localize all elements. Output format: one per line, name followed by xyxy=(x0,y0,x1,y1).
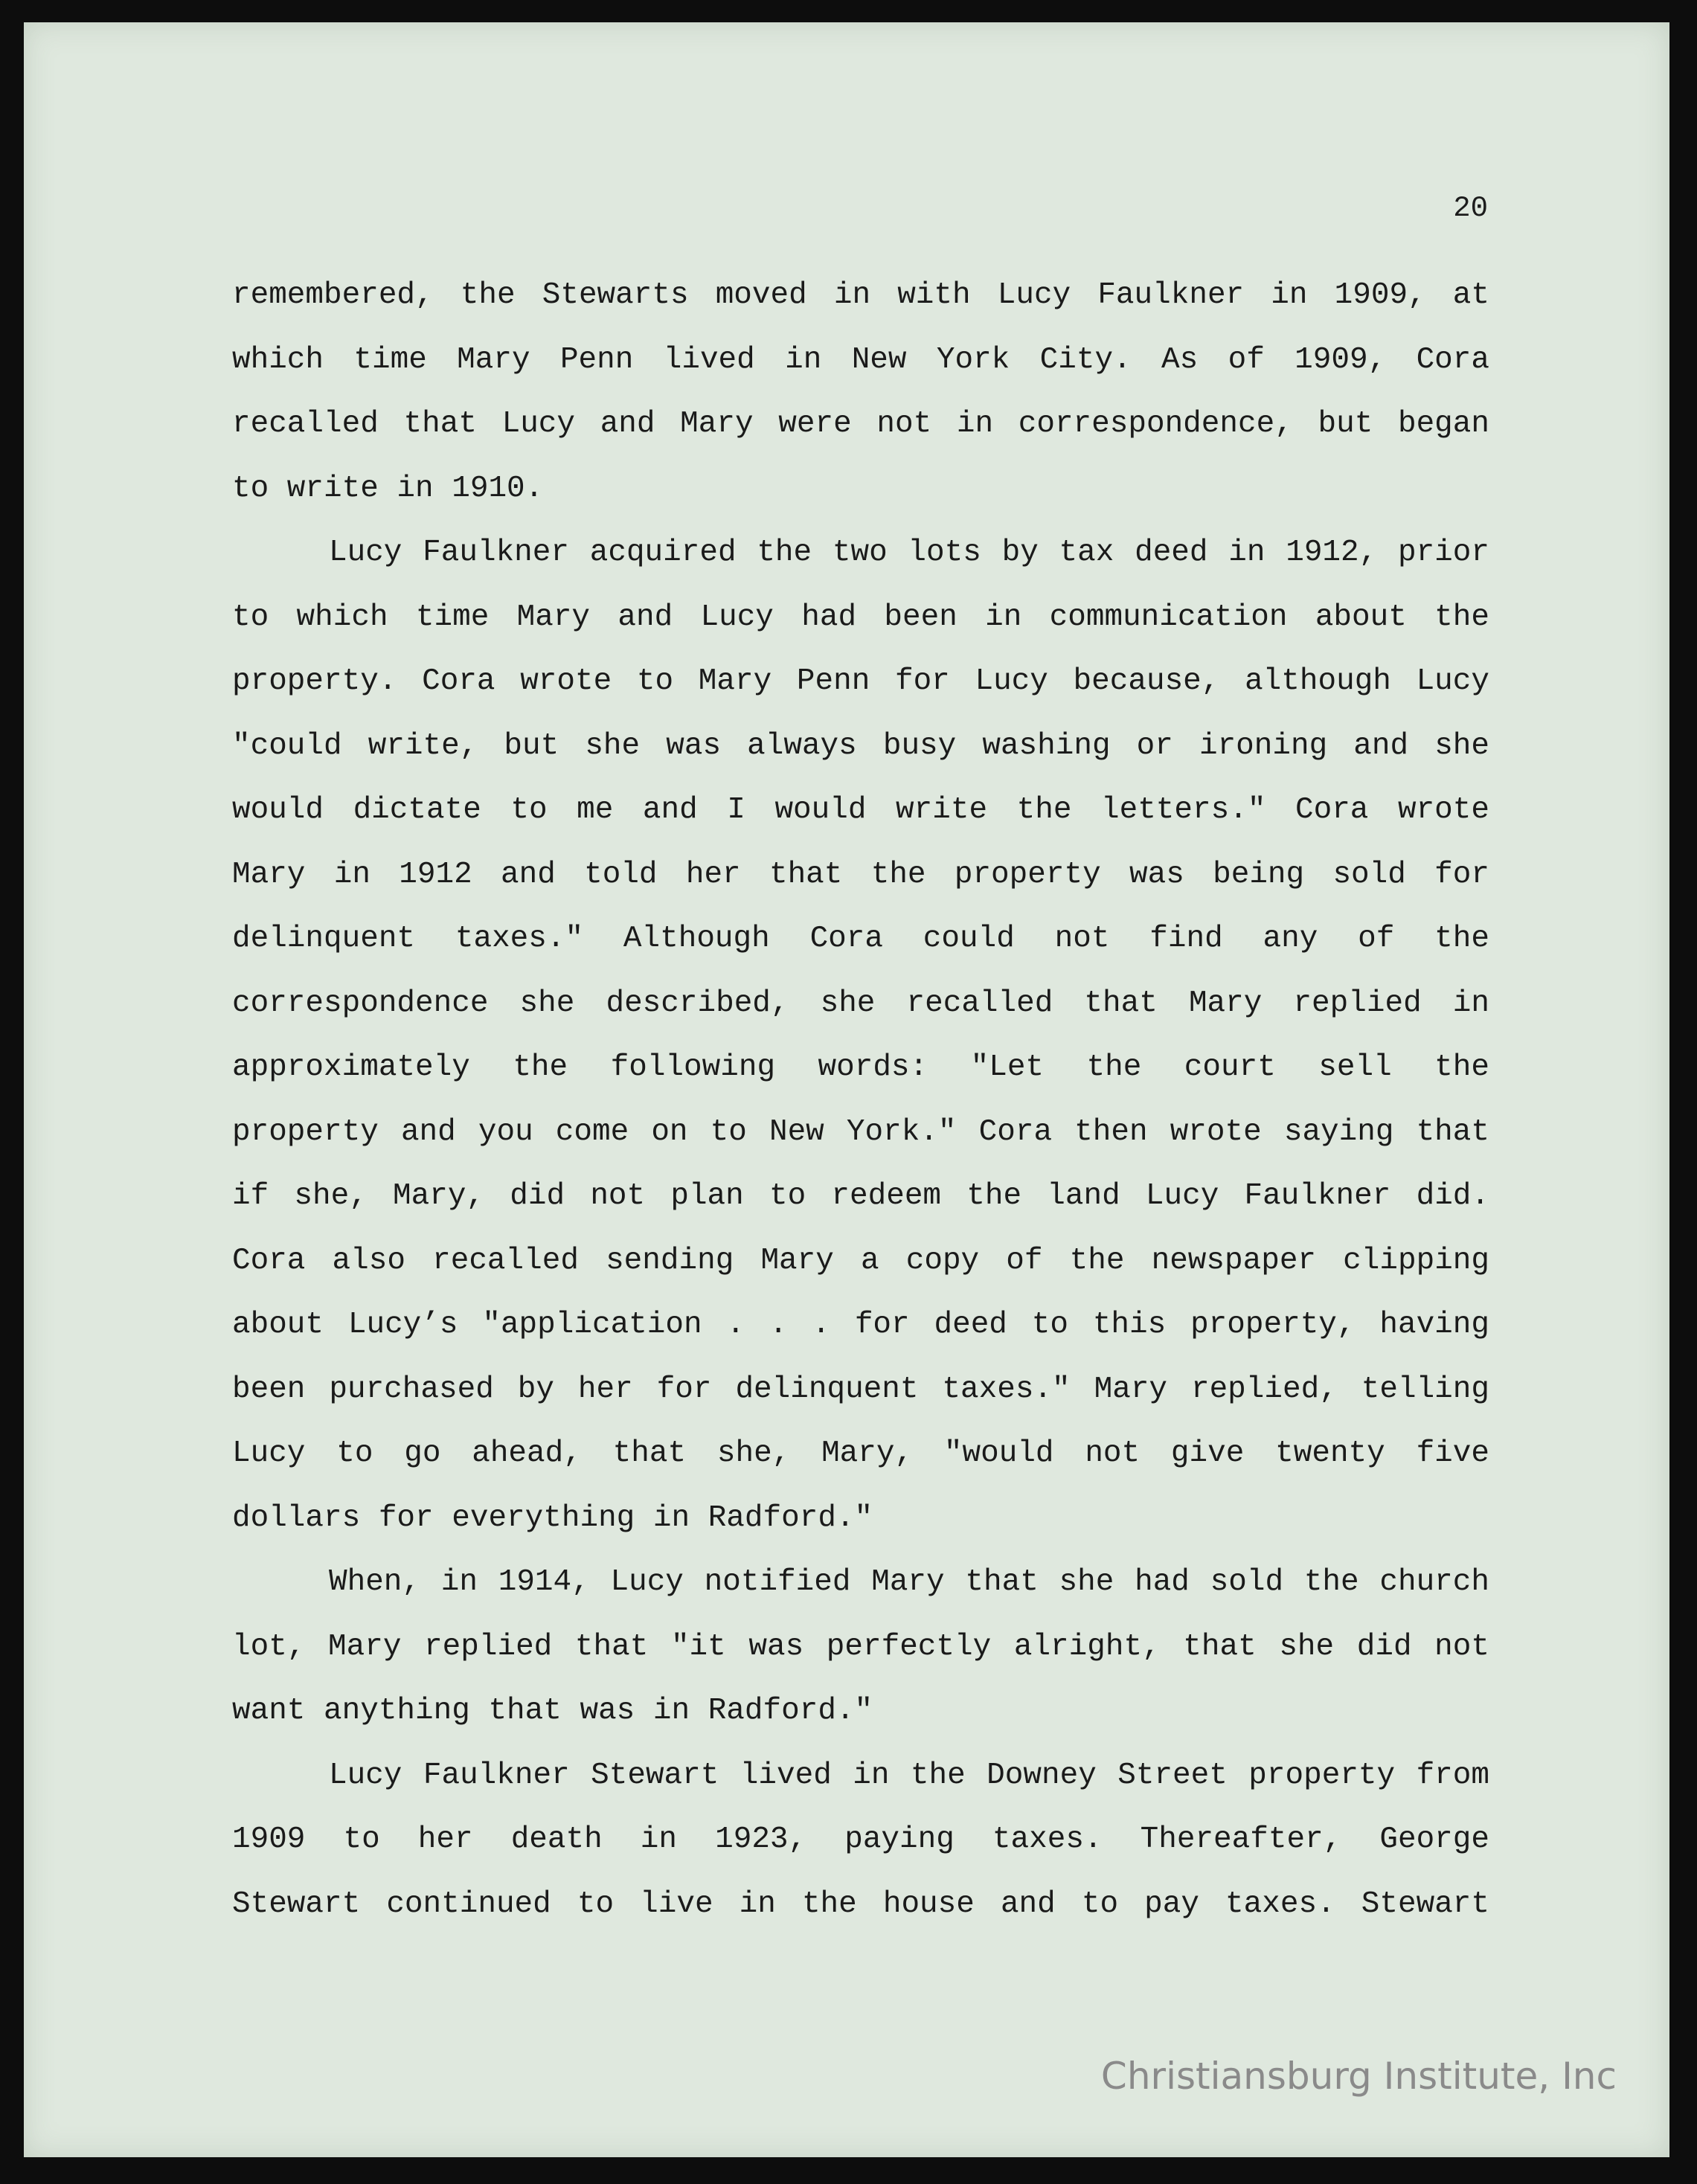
text-line: When, in 1914, Lucy notified Mary that she had sold the church xyxy=(329,1565,1489,1599)
watermark: Christiansburg Institute, Inc xyxy=(1100,2055,1617,2098)
text-line: to which time Mary and Lucy had been in communication about the xyxy=(232,600,1489,635)
text-line: would dictate to me and I would write the letters." Cora wrote xyxy=(232,793,1489,827)
text-line: approximately the following words: "Let the court sell the xyxy=(232,1050,1489,1085)
text-line: remembered, the Stewarts moved in with Lucy Faulkner in 1909, at xyxy=(232,278,1489,312)
text-line: about Lucy’s "application . . . for deed to this property, having xyxy=(232,1308,1489,1342)
text-line: Lucy Faulkner Stewart lived in the Downey Street property from xyxy=(329,1759,1489,1793)
text-line: recalled that Lucy and Mary were not in correspondence, but began xyxy=(232,407,1489,441)
text-line: lot, Mary replied that "it was perfectly alright, that she did not xyxy=(232,1630,1489,1664)
text-line: want anything that was in Radford." xyxy=(232,1694,873,1728)
text-line: if she, Mary, did not plan to redeem the land Lucy Faulkner did. xyxy=(232,1179,1489,1213)
page-number: 20 xyxy=(1453,192,1488,225)
text-line: to write in 1910. xyxy=(232,472,544,506)
text-line: 1909 to her death in 1923, paying taxes. Thereafter, George xyxy=(232,1822,1489,1857)
text-line: delinquent taxes." Although Cora could not find any of the xyxy=(232,922,1489,956)
text-line: Stewart continued to live in the house and to pay taxes. Stewart xyxy=(232,1887,1489,1921)
text-line: which time Mary Penn lived in New York City. As of 1909, Cora xyxy=(232,343,1489,377)
text-line: been purchased by her for delinquent taxes." Mary replied, telling xyxy=(232,1372,1489,1407)
text-line: Lucy Faulkner acquired the two lots by tax deed in 1912, prior xyxy=(329,536,1489,570)
text-line: Lucy to go ahead, that she, Mary, "would not give twenty five xyxy=(232,1436,1489,1471)
text-line: dollars for everything in Radford." xyxy=(232,1501,873,1535)
text-line: correspondence she described, she recalled that Mary replied in xyxy=(232,986,1489,1021)
text-line: Mary in 1912 and told her that the property was being sold for xyxy=(232,858,1489,892)
text-line: Cora also recalled sending Mary a copy of the newspaper clipping xyxy=(232,1244,1489,1278)
text-line: "could write, but she was always busy washing or ironing and she xyxy=(232,729,1489,763)
text-line: property and you come on to New York." Cora then wrote saying that xyxy=(232,1115,1489,1149)
text-line: property. Cora wrote to Mary Penn for Lucy because, although Lucy xyxy=(232,664,1489,698)
